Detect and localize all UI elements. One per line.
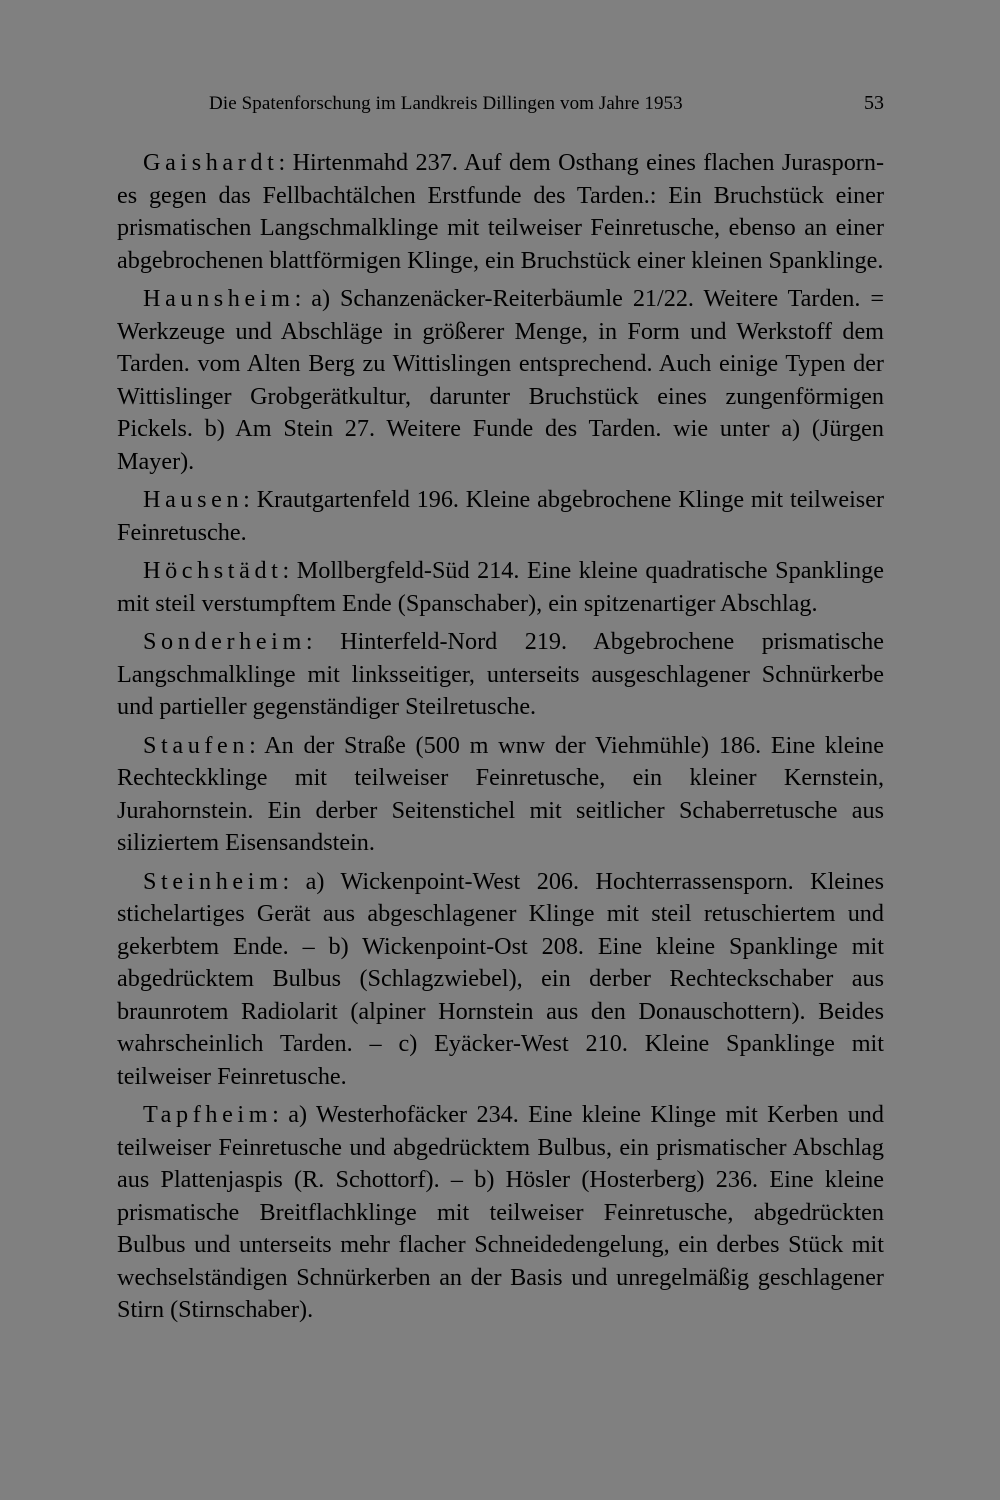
- entry-text: : Hinterfeld-Nord 219. Abgebrochene prismatische Langschmalklinge mit linksseitiger, unterseits ausgeschlagener Schnürkerbe und partieller gegenständiger Steilretusche.: [117, 628, 884, 720]
- place-name: Steinheim: [143, 867, 283, 895]
- place-name: Gaishardt: [143, 149, 279, 176]
- entry-text: : a) Schanzenäcker-Reiterbäumle 21/22. Weitere Tarden. = Werkzeuge und Abschläge in größerer Menge, in Form und Werkstoff dem Tarden. vom Alten Berg zu Wittislingen entsprechend. Auch einige Typen der Wittislinger Grobgerätkultur, darunter Bruchstück eines zungenförmigen Pickels. b) Am Stein 27. Weitere Funde des Tarden. wie unter a) (Jürgen Mayer).: [117, 285, 884, 475]
- place-name: Tapfheim: [143, 1101, 273, 1128]
- entry-tapfheim: [117, 1099, 884, 1327]
- entry-text: : An der Straße (500 m wnw der Viehmühle) 186. Eine kleine Rechteckklinge mit teilweiser Feinretusche, ein kleiner Kernstein, Jurahornstein. Ein derber Seitenstichel mit seitlicher Schaberretusche aus siliziertem Eisensandstein.: [117, 731, 884, 856]
- place-name: Staufen: [143, 731, 250, 759]
- entry-text: : Hirtenmahd 237. Auf dem Osthang eines flachen Juraspornes gegen das Fellbachtälchen Erstfunde des Tarden.: Ein Bruchstück einer prismatischen Langschmalklinge mit teilweiser Feinretusche, ebenso an einer abgebrochenen blattförmigen Klinge, ein Bruchstück einer kleinen Spanklinge.: [117, 149, 884, 274]
- place-name: Höchstädt: [143, 557, 283, 584]
- page-number: 53: [864, 92, 884, 114]
- document-page: [117, 88, 884, 1333]
- entry-haunsheim: [117, 283, 884, 478]
- place-name: Sonderheim: [143, 628, 306, 655]
- entry-text: : Mollbergfeld-Süd 214. Eine kleine quadratische Spanklinge mit steil verstumpftem Ende (Spanschaber), ein spitzenartiger Abschlag.: [117, 557, 884, 617]
- entry-hausen: [117, 484, 884, 549]
- running-head: [117, 88, 884, 119]
- entry-text: : Krautgartenfeld 196. Kleine abgebrochene Klinge mit teilweiser Feinretusche.: [117, 486, 884, 546]
- entry-text: : a) Wickenpoint-West 206. Hochterrassensporn. Kleines stichelartiges Gerät aus abgeschlagener Klinge mit steil retuschiertem und gekerbtem Ende. – b) Wickenpoint-Ost 208. Eine kleine Spanklinge mit abgedrücktem Bulbus (Schlagzwiebel), ein derber Rechteckschaber aus braunrotem Radiolarit (alpiner Hornstein aus den Donauschottern). Beides wahrscheinlich Tarden. – c) Eyäcker-West 210. Kleine Spanklinge mit teilweiser Feinretusche.: [117, 867, 884, 1090]
- running-head-title: Die Spatenforschung im Landkreis Dillingen vom Jahre 1953: [209, 93, 683, 114]
- entry-sonderheim: [117, 626, 884, 724]
- entry-text: : a) Westerhofäcker 234. Eine kleine Klinge mit Kerben und teilweiser Feinretusche und abgedrücktem Bulbus, ein prismatischer Abschlag aus Plattenjaspis (R. Schottorf). – b) Hösler (Hosterberg) 236. Eine kleine prismatische Breitflachklinge mit teilweiser Feinretusche, abgedrückten Bulbus und unterseits mehr flacher Schneidedengelung, ein derbes Stück mit wechselständigen Schnürkerben an der Basis und unregelmäßig geschlagener Stirn (Stirnschaber).: [117, 1101, 884, 1323]
- entry-steinheim: [117, 866, 884, 1094]
- entry-gaishardt: [117, 147, 884, 277]
- entry-hoechstaedt: [117, 555, 884, 620]
- place-name: Hausen: [143, 486, 244, 513]
- entry-staufen: [117, 730, 884, 860]
- place-name: Haunsheim: [143, 285, 295, 312]
